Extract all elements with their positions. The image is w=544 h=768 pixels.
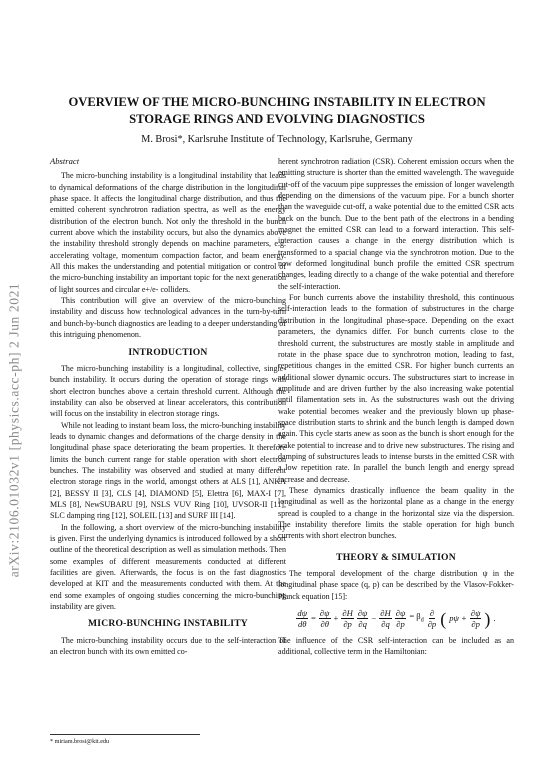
introduction-heading: INTRODUCTION	[128, 346, 208, 358]
paper-title: OVERVIEW OF THE MICRO-BUNCHING INSTABILITY IN ELECTRON STORAGE RINGS AND EVOLVING DIAGNOSTICS	[68, 95, 486, 126]
theory-heading: THEORY & SIMULATION	[336, 551, 456, 563]
eq-equals: =	[311, 612, 316, 623]
eq-frac-3: $\frac{\partial\psi}{\partial q}$	[357, 608, 368, 630]
author-line: M. Brosi*, Karlsruhe Institute of Technology, Karlsruhe, Germany	[141, 134, 413, 145]
eq-plus: +	[333, 612, 339, 623]
continuation-paragraph: herent synchrotron radiation (CSR). Coherent emission occurs when the emitting structure is shorter than the emitted wavelength. The waveguide cut-off of the vacuum pipe suppresses the emission of longer wavelength depending on the dimensions of the vacuum pipe. For a bunch shorter than the waveguide cut-off, a wake potential due to the emitted CSR acts back on the bunch. Due to the bent path of the electrons in a bending magnet the emitted CSR can lead to a forward interaction. This self-interaction causes a change in the energy distribution which is transformed to a spacial change via the synchrotron motion. Due to the now deformed longitudinal bunch profile the emitted CSR spectrum changes, leading directly to a change of the wake potential and therefore the self-interaction.	[278, 157, 514, 291]
introduction-paragraph-1: The micro-bunching instability is a longitudinal, collective, single-bunch instability. It occurs during the operation of storage rings with short electron bunches above a certain threshold current. Although the instability can also be observed at linear accelerators, this contribution will focus on the instability in electron storage rings.	[50, 363, 286, 419]
right-column	[278, 156, 514, 658]
eq-paren-left: (	[440, 608, 447, 629]
eq-minus: −	[371, 612, 377, 623]
eq-frac-2: $\frac{\partial H}{\partial p}$	[342, 608, 353, 630]
theory-paragraph-2: The influence of the CSR self-interaction can be included as an additional, collective term in the Hamiltonian:	[278, 636, 514, 657]
beam-quality-paragraph: These dynamics drastically influence the beam quality in the longitudinal as well as the horizontal plane as a change in the energy spread is coupled to a change in the horizontal size via the dispersion. The instability therefore limits the stable operation for high bunch currents with short electron bunches.	[278, 485, 514, 541]
eq-frac-7: $\frac{\partial\psi}{\partial p}$	[470, 608, 481, 630]
micro-bunching-heading: MICRO-BUNCHING INSTABILITY	[88, 618, 248, 630]
eq-period: .	[493, 612, 496, 623]
eq-inner-term: pψ +	[449, 612, 467, 623]
eq-beta: = $\beta_d$	[409, 610, 424, 624]
author-email-footnote: * miriam.brosi@kit.edu	[50, 734, 200, 746]
eq-frac-6: $\frac{\partial}{\partial p}$	[427, 608, 437, 630]
eq-frac-lhs: $\frac{d\psi}{d\theta}$	[297, 608, 308, 630]
eq-frac-5: $\frac{\partial\psi}{\partial p}$	[395, 608, 406, 630]
micro-bunching-paragraph-1: The micro-bunching instability occurs due to the self-interaction of an electron bunch with its own emitted co-	[50, 635, 286, 657]
vlasov-fokker-planck-equation	[278, 608, 514, 629]
abstract-paragraph-2: This contribution will give an overview of the micro-bunching instability and discuss how technological advances in the turn-by-turn and bunch-by-bunch diagnostics are leading to a deeper understanding of this intriguing phenomenon.	[50, 296, 286, 340]
arxiv-identifier: arXiv:2106.01032v1 [physics.acc-ph] 2 Jun 2021	[6, 282, 21, 578]
theory-paragraph-1: The temporal development of the charge distribution ψ in the longitudinal phase space (q, p) can be described by the Vlasov-Fokker-Planck equation [15]:	[278, 569, 514, 601]
introduction-paragraph-2: While not leading to instant beam loss, the micro-bunching instability leads to dynamic changes and deformations of the charge density in the longitudinal phase space deteriorating the beam properties. It therefore limits the bunch current range for stable operation with short electron bunches. The instability was observed and studied at many different electron storage rings in the world, amongst others at ALS [1], ANKA [2], BESSY II [3], CLS [4], DIAMOND [5], Elettra [6], MAX-I [7], MLS [8], NewSUBARU [9], NSLS VUV Ring [10], UVSOR-II [11], SLC damping ring [12], SOLEIL [13] and SURF III [14].	[50, 420, 286, 521]
eq-frac-4: $\frac{\partial H}{\partial q}$	[380, 608, 391, 630]
eq-frac-1: $\frac{\partial\psi}{\partial\theta}$	[319, 608, 330, 630]
abstract-paragraph-1: The micro-bunching instability is a longitudinal instability that leads to dynamical deformations of the charge distribution in the longitudinal phase space. It affects the longitudinal charge distribution, and thus the emitted coherent synchrotron radiation spectra, as well as the energy distribution of the electron bunch. Not only the threshold in the bunch current above which the instability occurs, but also the dynamics above the instability threshold strongly depends on machine parameters, e.g. accelerating voltage, momentum compaction factor, and beam energy. All this makes the understanding and potential mitigation or control of the micro-bunching instability an important topic for the next generation of light sources and circular e+/e- colliders.	[50, 171, 286, 294]
abstract-heading: Abstract	[50, 156, 80, 166]
dynamics-paragraph: For bunch currents above the instability threshold, this continuous self-interaction leads to the formation of substructures in the charge distribution in the longitudinal phase-space. Depending on the exact parameters, the dynamics differ. For bunch currents close to the threshold current, the substructures are mostly stable in amplitude and rotate in the phase space due to synchrotron motion, leading to fast, repetitious changes in the emitted CSR. For higher bunch currents an additional slower dynamic occurs. The substructures start to increase in amplitude and are driven further by the also increasing wake potential until filamentation sets in. As the substructures wash out the driving wake potential becomes weaker and the previously blown up phase-space distribution starts to shrink and the bunch length is damped down again. This cycle starts anew as soon as the bunch is short enough for the wake potential to increase and to drive new substructures. The rising and damping of substructures leads to intense bursts in the emitted CSR with a low repetition rate. In parallel the bunch length and energy spread increase and decrease.	[278, 293, 514, 484]
left-column	[50, 156, 286, 657]
eq-paren-right: )	[484, 608, 491, 629]
introduction-paragraph-3: In the following, a short overview of the micro-bunching instability is given. First the underlying dynamics is introduced followed by a short outline of the theoretical description as well as simulation methods. Then some examples of different measurements conducted at different facilities are given. Afterwards, the focus is on the fast diagnostics developed at KIT and the measurements conducted with them. At the end some examples of ongoing studies concerning the micro-bunching instability are given.	[50, 522, 286, 612]
